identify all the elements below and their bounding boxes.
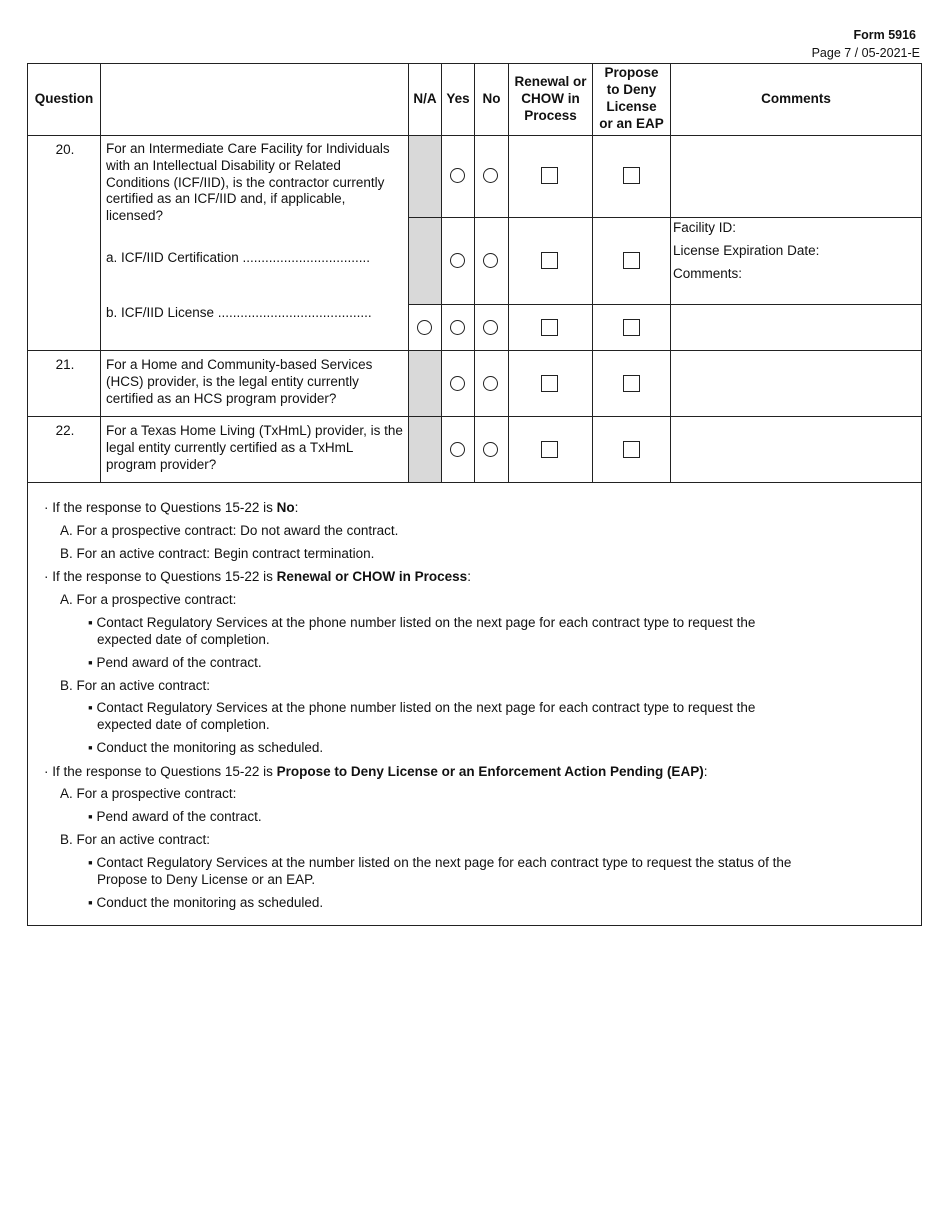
instruction-bullet: ▪ Contact Regulatory Services at the phone number listed on the next page for each contract type to request the expected date of completion. bbox=[88, 615, 756, 647]
column-header-na: N/A bbox=[413, 91, 437, 106]
instruction-renewal-heading: · If the response to Questions 15-22 is Renewal or CHOW in Process: bbox=[44, 569, 471, 584]
q20b-propose-checkbox[interactable] bbox=[623, 319, 640, 336]
instruction-line: A. For a prospective contract: bbox=[60, 592, 237, 607]
question-sub-b: b. ICF/IID License ......................................... bbox=[106, 305, 372, 320]
na-disabled-cell bbox=[409, 417, 441, 482]
instruction-line: B. For an active contract: Begin contract termination. bbox=[60, 546, 375, 561]
q20b-renewal-checkbox[interactable] bbox=[541, 319, 558, 336]
instruction-bullet: ▪ Contact Regulatory Services at the number listed on the next page for each contract type to request the status of the Propose to Deny License or an EAP. bbox=[88, 855, 792, 887]
instruction-line: A. For a prospective contract: bbox=[60, 786, 237, 801]
column-header-question: Question bbox=[34, 91, 94, 106]
q21-yes-radio[interactable] bbox=[450, 376, 465, 391]
facility-id-label: Facility ID: bbox=[673, 220, 737, 235]
instruction-bullet: ▪ Contact Regulatory Services at the phone number listed on the next page for each contract type to request the expected date of completion. bbox=[88, 700, 756, 732]
instruction-bullet: ▪ Pend award of the contract. bbox=[88, 655, 262, 670]
instruction-bullet: ▪ Conduct the monitoring as scheduled. bbox=[88, 895, 324, 910]
question-text: For a Home and Community-based Services (HCS) provider, is the legal entity currently certified as an HCS program provider? bbox=[106, 357, 373, 406]
question-number: 20. bbox=[55, 142, 75, 157]
na-disabled-cell bbox=[409, 218, 441, 304]
question-number: 22. bbox=[55, 423, 75, 438]
q20-yes-radio[interactable] bbox=[450, 168, 465, 183]
license-expiration-label: License Expiration Date: bbox=[673, 243, 820, 258]
q20-renewal-checkbox[interactable] bbox=[541, 167, 558, 184]
instruction-no-heading: · If the response to Questions 15-22 is No: bbox=[44, 500, 299, 515]
instruction-line: B. For an active contract: bbox=[60, 678, 211, 693]
q20a-no-radio[interactable] bbox=[483, 253, 498, 268]
question-text: For an Intermediate Care Facility for Individuals with an Intellectual Disability or Related Conditions (ICF/IID), is the contractor currently certified as an ICF/IID and, if applicable, licensed? bbox=[106, 141, 390, 224]
question-number: 21. bbox=[55, 357, 75, 372]
question-sub-a: a. ICF/IID Certification .................................. bbox=[106, 250, 371, 265]
instruction-propose-heading: · If the response to Questions 15-22 is Propose to Deny License or an Enforcement Action Pending (EAP): bbox=[44, 764, 708, 779]
q20-propose-checkbox[interactable] bbox=[623, 167, 640, 184]
q22-propose-checkbox[interactable] bbox=[623, 441, 640, 458]
q21-propose-checkbox[interactable] bbox=[623, 375, 640, 392]
q22-renewal-checkbox[interactable] bbox=[541, 441, 558, 458]
page-info: Page 7 / 05-2021-E bbox=[811, 46, 920, 60]
q22-yes-radio[interactable] bbox=[450, 442, 465, 457]
column-header-propose: Propose to Deny License or an EAP bbox=[599, 65, 664, 131]
question-text: For a Texas Home Living (TxHmL) provider, is the legal entity currently certified as a TxHmL program provider? bbox=[106, 423, 403, 472]
column-header-comments: Comments bbox=[761, 91, 831, 106]
instruction-bullet: ▪ Pend award of the contract. bbox=[88, 809, 262, 824]
comments-label: Comments: bbox=[673, 266, 743, 281]
q20b-yes-radio[interactable] bbox=[450, 320, 465, 335]
q20b-na-radio[interactable] bbox=[417, 320, 432, 335]
q21-renewal-checkbox[interactable] bbox=[541, 375, 558, 392]
na-disabled-cell bbox=[409, 351, 441, 416]
q20a-yes-radio[interactable] bbox=[450, 253, 465, 268]
form-number: Form 5916 bbox=[853, 28, 916, 42]
q20a-propose-checkbox[interactable] bbox=[623, 252, 640, 269]
instruction-line: B. For an active contract: bbox=[60, 832, 211, 847]
instruction-line: A. For a prospective contract: Do not award the contract. bbox=[60, 523, 399, 538]
column-header-renewal: Renewal or CHOW in Process bbox=[514, 74, 587, 123]
q20-no-radio[interactable] bbox=[483, 168, 498, 183]
na-disabled-cell bbox=[409, 136, 441, 217]
q20b-no-radio[interactable] bbox=[483, 320, 498, 335]
column-header-no: No bbox=[482, 91, 501, 106]
q21-no-radio[interactable] bbox=[483, 376, 498, 391]
q20a-renewal-checkbox[interactable] bbox=[541, 252, 558, 269]
column-header-yes: Yes bbox=[446, 91, 470, 106]
q22-no-radio[interactable] bbox=[483, 442, 498, 457]
instruction-bullet: ▪ Conduct the monitoring as scheduled. bbox=[88, 740, 324, 755]
